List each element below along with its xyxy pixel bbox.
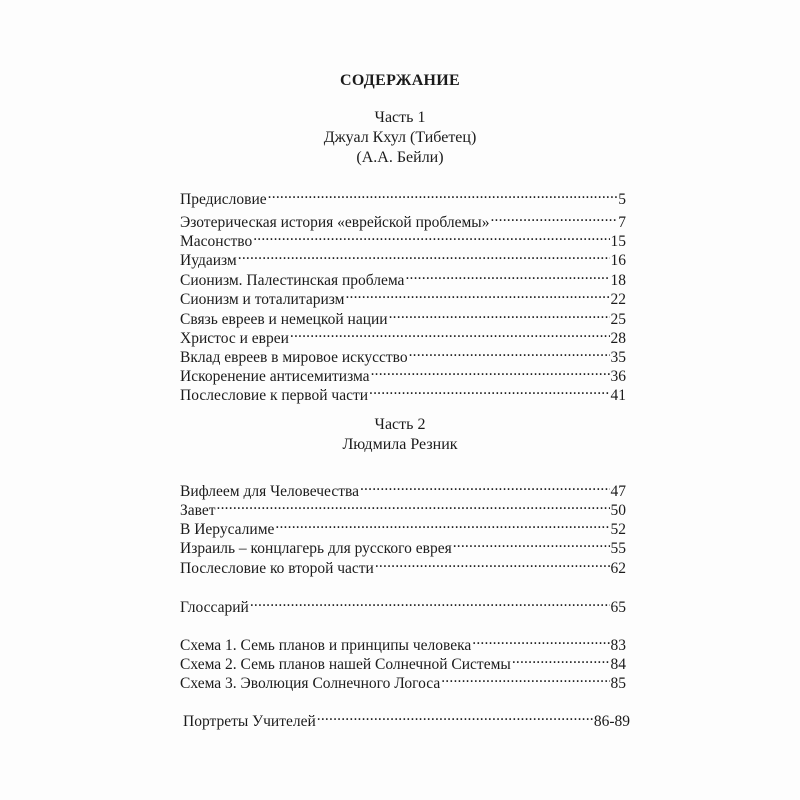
page-title: СОДЕРЖАНИЕ [339, 72, 461, 89]
toc-entry-portraits: Портреты Учителей ..... 86-89 [183, 706, 630, 726]
toc-entry: Вклад евреев в мировое искусство ..... 35 [180, 342, 626, 362]
toc-entry: Христос и евреи ..... 28 [180, 323, 626, 343]
toc-entry: Послесловие ко второй части ..... 62 [180, 553, 626, 573]
toc-entry: В Иерусалиме ..... 52 [180, 514, 626, 534]
toc-entry-scheme: Схема 3. Эволюция Солнечного Логоса ..... 85 [180, 668, 626, 688]
toc-entry: Искоренение антисемитизма ..... 36 [180, 361, 626, 381]
part1-author: Джуал Кхул (Тибетец) [323, 129, 477, 146]
toc-entry: Иудаизм ..... 16 [180, 245, 626, 265]
toc-entry: Сионизм и тоталитаризм ..... 22 [180, 284, 626, 304]
part1-author-alias: (А.А. Бейли) [356, 149, 444, 166]
toc-entry: Масонство ..... 15 [180, 226, 626, 246]
toc-entry: Завет ..... 50 [180, 495, 626, 515]
toc-entry-scheme: Схема 1. Семь планов и принципы человека ..... 83 [180, 630, 626, 650]
toc-entry: Эзотерическая история «еврейской проблемы» ..... 7 [180, 207, 626, 227]
toc-entry: Послесловие к первой части ..... 41 [180, 380, 626, 400]
toc-entry-glossary: Глоссарий ..... 65 [180, 592, 626, 612]
part1-heading: Часть 1 [374, 109, 426, 126]
toc-entry: Сионизм. Палестинская проблема ..... 18 [180, 265, 626, 285]
toc-entry: Израиль – концлагерь для русского еврея ..... 55 [180, 533, 626, 553]
toc-entry: Связь евреев и немецкой нации ..... 25 [180, 304, 626, 324]
toc-entry: Вифлеем для Человечества ..... 47 [180, 476, 626, 496]
toc-entry: Предисловие ..... 5 [180, 184, 626, 204]
toc-entry-scheme: Схема 2. Семь планов нашей Солнечной Системы ..... 84 [180, 649, 626, 669]
part2-heading: Часть 2 [374, 416, 426, 433]
part2-author: Людмила Резник [342, 436, 458, 453]
